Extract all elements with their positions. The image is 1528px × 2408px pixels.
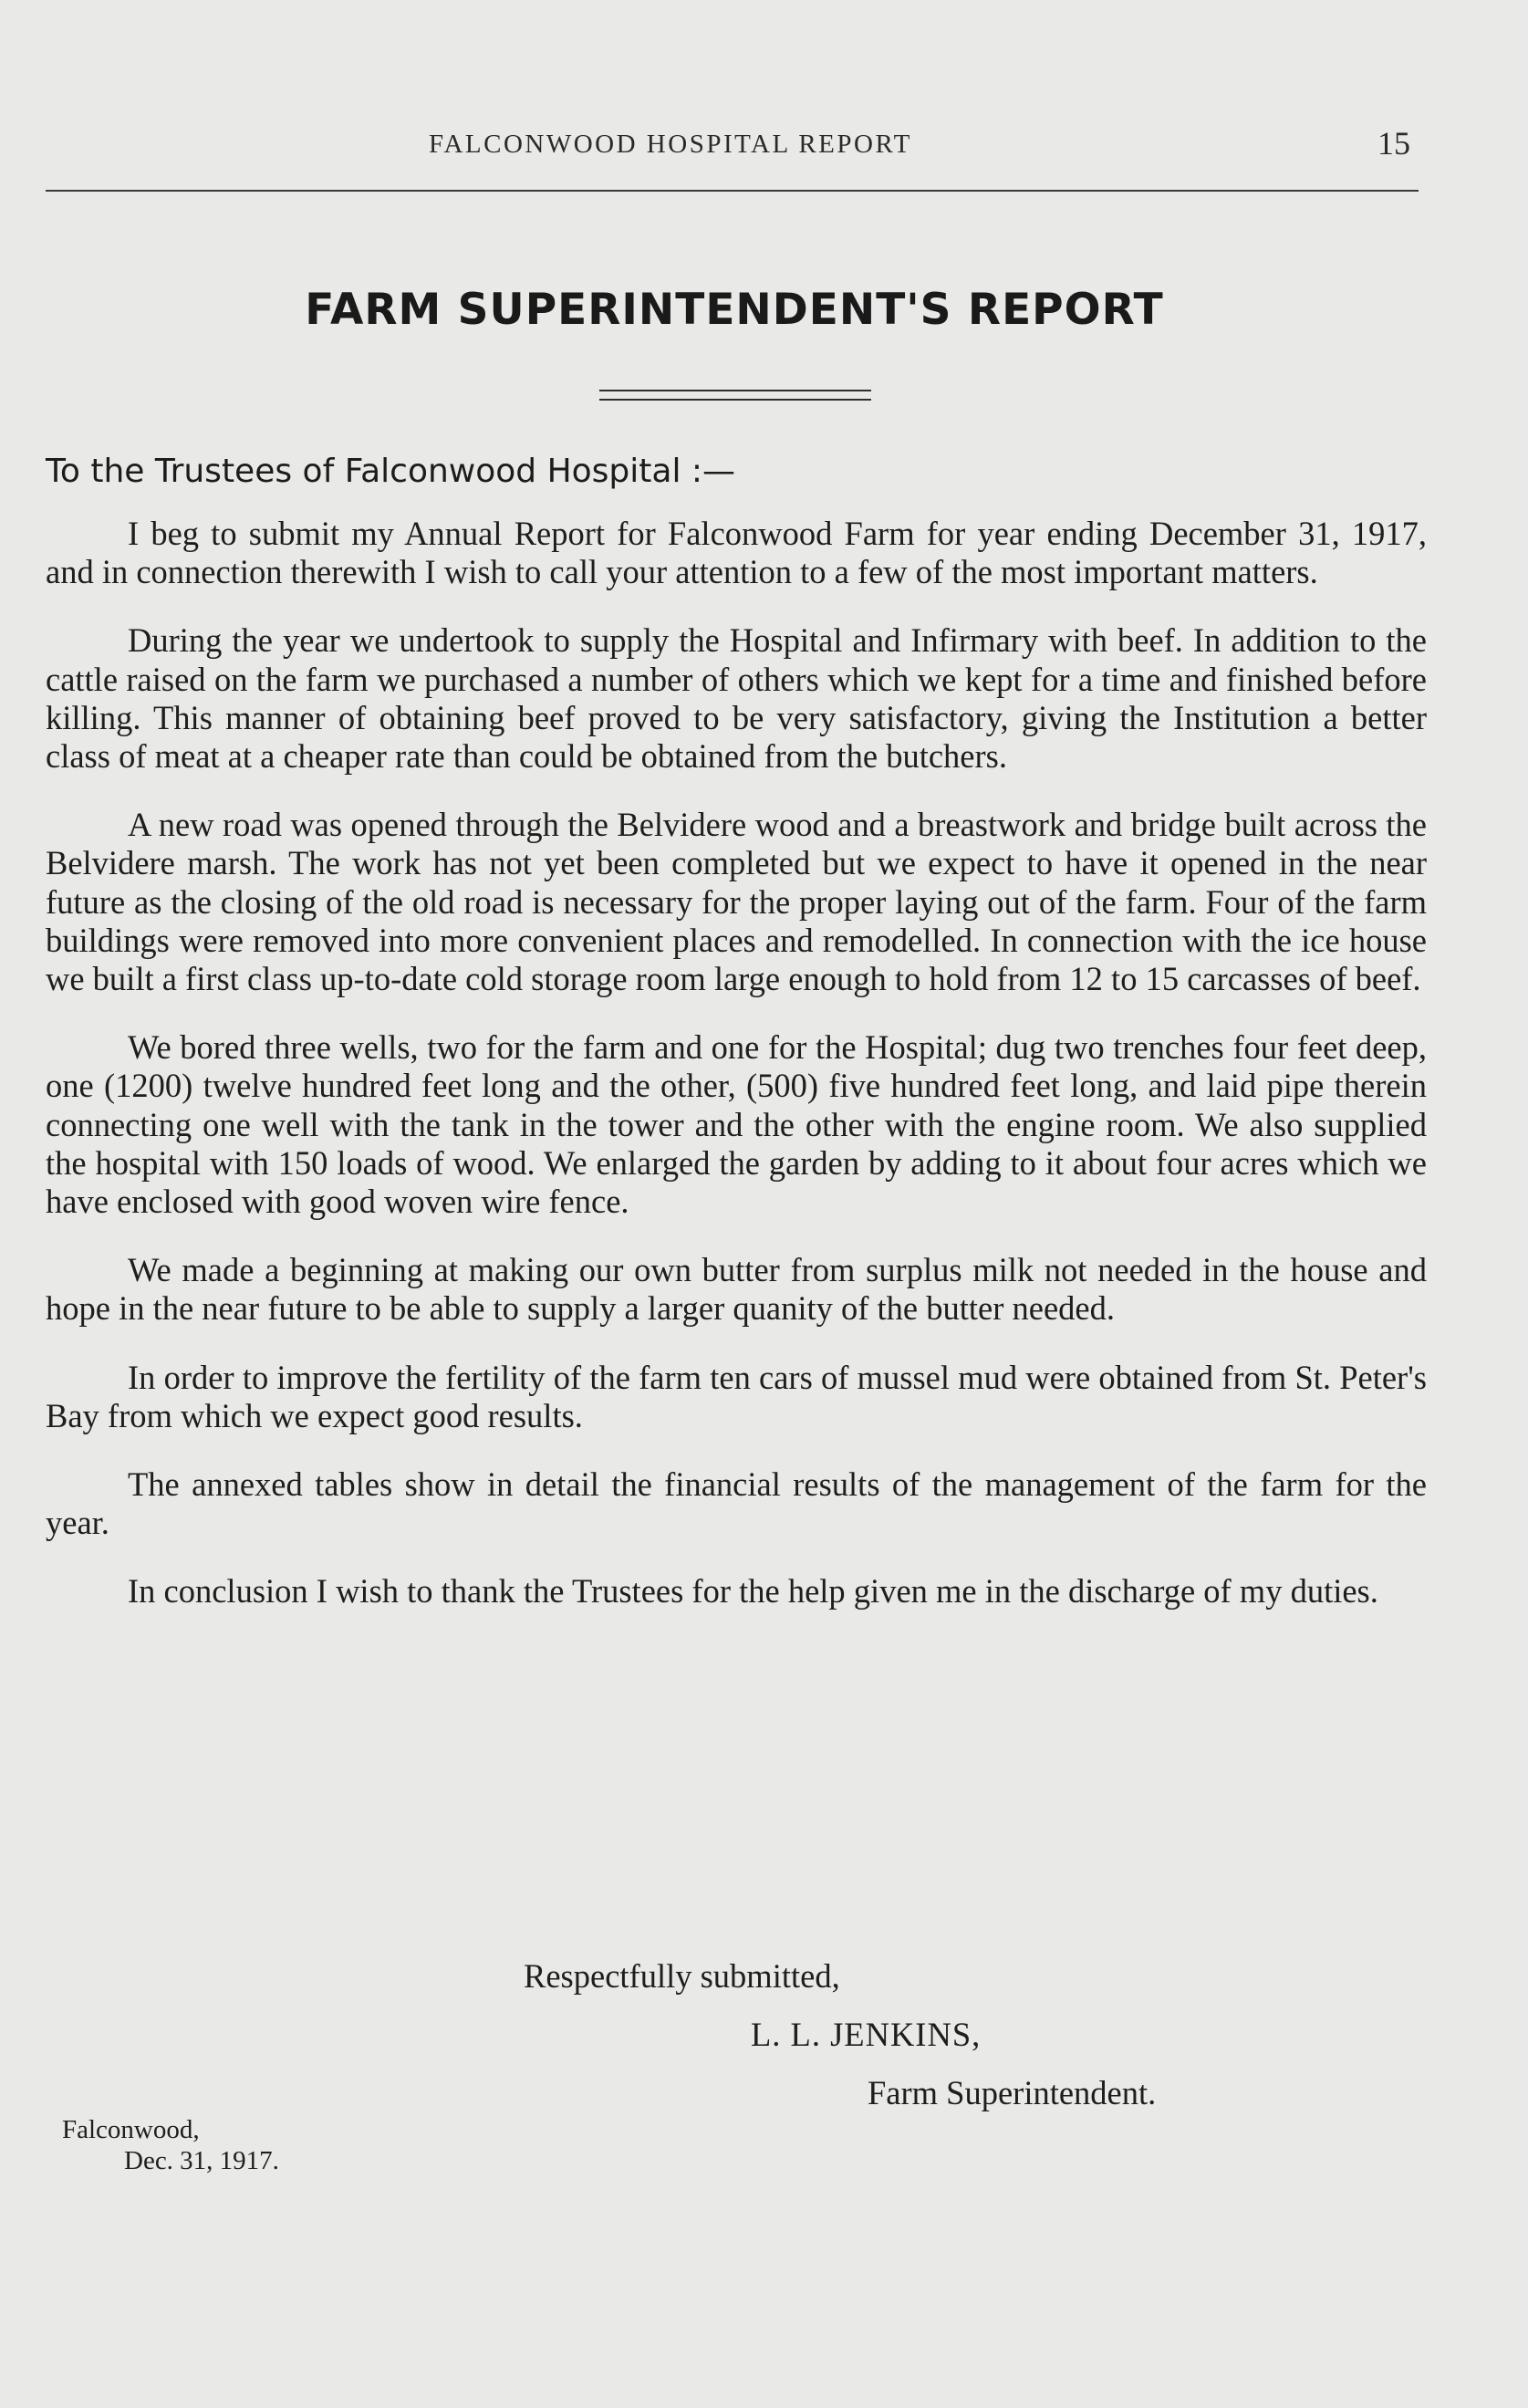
running-header-title: FALCONWOOD HOSPITAL REPORT: [429, 130, 912, 159]
header-rule: [46, 190, 1419, 192]
place-line: Falconwood,: [62, 2115, 200, 2144]
page-number: 15: [1377, 125, 1410, 162]
paragraph-wells-and-trenches: We bored three wells, two for the farm and one for the Hospital; dug two trenches four feet deep, one (1200) twelve hundred feet long and the other, (500) five hundred feet long, and laid pipe therein connecting one well with the tank in the tower and the other with the engine room. We also supplied the hospital with 150 loads of wood. We enlarged the garden by adding to it about four acres which we have enclosed with good woven wire fence.: [46, 1028, 1427, 1221]
title-double-rule: [599, 390, 871, 401]
date-line: Dec. 31, 1917.: [124, 2146, 279, 2175]
signer-name: L. L. JENKINS,: [751, 2016, 982, 2053]
paragraph-mussel-mud: In order to improve the fertility of the farm ten cars of mussel mud were obtained from St. Peter's Bay from which we expect good results.: [46, 1358, 1427, 1434]
paragraph-annual-report: I beg to submit my Annual Report for Falconwood Farm for year ending December 31, 1917, and in connection therewith I wish to call your attention to a few of the most important matters.: [46, 515, 1427, 591]
salutation: To the Trustees of Falconwood Hospital :—: [46, 453, 736, 490]
paragraph-butter: We made a beginning at making our own butter from surplus milk not needed in the house and hope in the near future to be able to supply a larger quanity of the butter needed.: [46, 1251, 1427, 1328]
paragraph-conclusion: In conclusion I wish to thank the Trustees for the help given me in the discharge of my duties.: [128, 1572, 1378, 1611]
signer-title: Farm Superintendent.: [868, 2074, 1157, 2111]
report-title: FARM SUPERINTENDENT'S REPORT: [305, 285, 1164, 335]
paragraph-road-and-buildings: A new road was opened through the Belvidere wood and a breastwork and bridge built across the Belvidere marsh. The work has not yet been completed but we expect to have it opened in the near future as the closing of the old road is necessary for the proper laying out of the farm. Four of the farm buildings were removed into more convenient places and remodelled. In connection with the ice house we built a first class up-to-date cold storage room large enough to hold from 12 to 15 carcasses of beef.: [46, 806, 1427, 998]
paragraph-beef-supply: During the year we undertook to supply the Hospital and Infirmary with beef. In addition to the cattle raised on the farm we purchased a number of others which we kept for a time and finished before killing. This manner of obtaining beef proved to be very satisfactory, giving the Institution a better class of meat at a cheaper rate than could be obtained from the butchers.: [46, 621, 1427, 776]
paragraph-annexed-tables: The annexed tables show in detail the financial results of the management of the farm for the year.: [46, 1465, 1427, 1542]
closing-line: Respectfully submitted,: [524, 1957, 840, 1995]
report-body: [46, 515, 1427, 1642]
